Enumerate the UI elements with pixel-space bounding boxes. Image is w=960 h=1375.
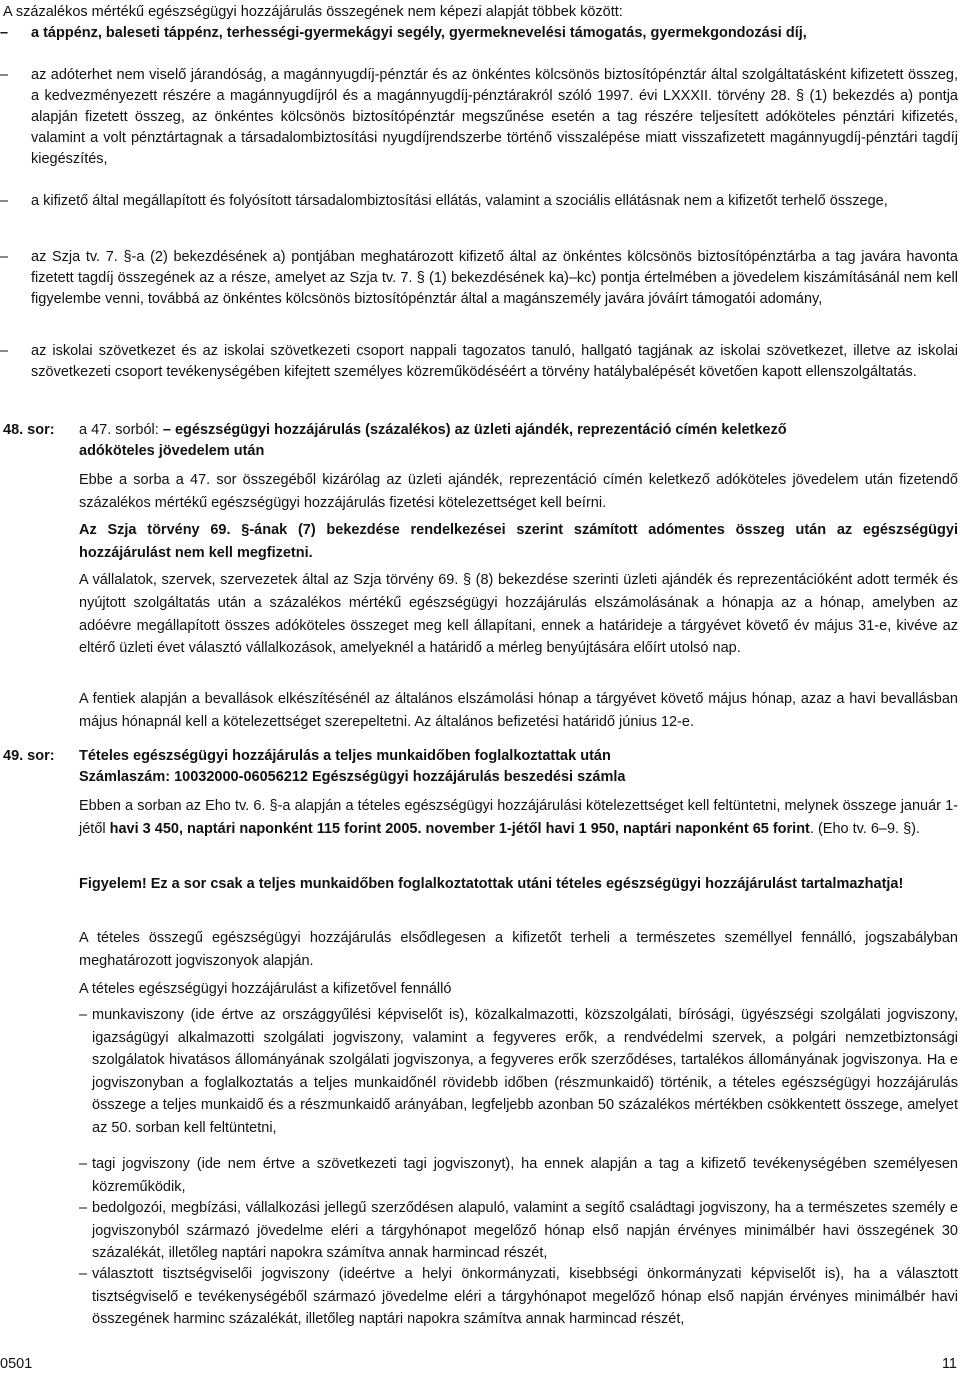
row-49-p1-a: Ebben a sorban az Eho tv. 6. §-a alapján a tételes egészségügyi hozzájárulási kötelezettséget kell feltüntetni, melynek összege január 1-jétől: [79, 798, 958, 837]
row-49-list-item: [79, 1197, 958, 1265]
exclusion-item: [0, 341, 958, 383]
exclusion-item: [0, 65, 958, 170]
exclusion-item-text: az adóterhet nem viselő járandóság, a magánnyugdíj-pénztár és az önkéntes kölcsönös biztosítópénztár által szolgáltatásként kifizetett összeg, a kedvezményezett részére a magánnyugdíjról és a magánnyugdíj-pénztárakról szóló 1997. évi LXXXII. törvény 28. § (1) bekezdés a) pontja alapján fizetett összeg, az önkéntes kölcsönös biztosítópénztár megszűnése esetén a tag részére teljesített adóköteles pénztári kifizetés, valamint a volt pénztártagnak a társadalombiztosítási nyugdíjrendszerbe történő visszalépése miatt visszafizetett magánnyugdíj-pénztári tagdíj kiegészítés,: [31, 67, 958, 167]
list-dash: –: [0, 25, 9, 41]
row-48-paragraph-1: Ebbe a sorba a 47. sor összegéből kizárólag az üzleti ajándék, reprezentáció címén keletkező adóköteles jövedelem után fizetendő százalékos mértékű egészségügyi hozzájárulás fizetési kötelezettséget kell beírni.: [79, 472, 958, 511]
footer-form-code: 0501: [0, 1356, 33, 1372]
row-49-paragraph-3: A tételes egészségügyi hozzájárulást a kifizetővel fennálló: [79, 981, 452, 997]
row-49-warning: Figyelem! Ez a sor csak a teljes munkaidőben foglalkoztatottak utáni tételes egészségügyi hozzájárulást tartalmazhatja!: [79, 876, 904, 892]
list-dash: –: [0, 193, 9, 209]
row-49-list-item-text: bedolgozói, megbízási, vállalkozási jellegű szerződésen alapuló, valamint a segítő családtagi jogviszony, ha a természetes személy e jogviszonyból származó jövedelme eléri a tárgyhónapot megelőző hónap első napján érvényes minimálbér havi összegének 30 százalékát, illetőleg naptári napokra számítva annak harmincad részét,: [92, 1200, 958, 1262]
list-dash: –: [0, 67, 9, 83]
row-48-heading: [79, 420, 958, 441]
row-48-prefix: a 47. sorból:: [79, 422, 159, 438]
row-49-label: 49. sor:: [3, 748, 55, 764]
row-49-list-item: [79, 1263, 958, 1331]
list-dash: –: [79, 1007, 88, 1023]
row-48-paragraph-4: A fentiek alapján a bevallások elkészítésénél az általános elszámolási hónap a tárgyévet követő május hónap, azaz a havi bevallásban május hónapnál kell a kötelezettséget szerepeltetni. Az általános befizetési határidő június 12-e.: [79, 691, 958, 730]
row-49-p1-c: . (Eho tv. 6–9. §).: [809, 820, 921, 837]
row-49-heading-line2: Számlaszám: 10032000-06056212 Egészségügyi hozzájárulás beszedési számla: [79, 769, 626, 785]
row-49-list-item-text: választott tisztségviselői jogviszony (ideértve a helyi önkormányzati, kisebbségi önkormányzati képviselőt is), ha a választott tisztségviselő e tevékenységéből származó jövedelme eléri a tárgyhónapot megelőző hónap első napján érvényes minimálbér havi összegének harminc százalékát, illetőleg naptári napokra számítva annak harmincad részét,: [92, 1266, 958, 1328]
row-49-heading-line1: Tételes egészségügyi hozzájárulás a teljes munkaidőben foglalkoztattak után: [79, 748, 611, 764]
row-48-heading-line1: egészségügyi hozzájárulás (százalékos) az üzleti ajándék, reprezentáció címén keletkező: [174, 422, 787, 438]
list-dash: –: [79, 1266, 88, 1282]
row-48-label: 48. sor:: [3, 422, 55, 438]
list-dash: –: [0, 343, 9, 359]
row-48-dash: –: [162, 422, 171, 438]
list-dash: –: [0, 249, 9, 265]
row-48-paragraph-2: Az Szja törvény 69. §-ának (7) bekezdése rendelkezései szerint számított adómentes összeg után az egészségügyi hozzájárulást nem kell megfizetni.: [79, 522, 958, 561]
list-dash: –: [79, 1156, 88, 1172]
intro-text: A százalékos mértékű egészségügyi hozzájárulás összegének nem képezi alapját többek között:: [3, 4, 623, 20]
row-49-list-item: [79, 1153, 958, 1198]
row-49-list-item-text: munkaviszony (ide értve az országgyűlési képviselőt is), közalkalmazotti, közszolgálati, bírósági, ügyészségi szolgálati jogviszony, igazságügyi alkalmazotti szolgálati jogviszony, valamint a fegyveres erők, a rendvédelmi szervek, a polgári nemzetbiztonsági szolgálatok hivatásos állományának szolgálati jogviszonya, a fegyveres erők szerződéses, tartalékos állományának jogviszonya. Ha e jogviszonyban a foglalkoztatás a teljes munkaidőnél rövidebb időben (részmunkaidő) történik, a tételes egészségügyi hozzájárulás összege a teljes munkaidő és a részmunkaidő arányában, legfeljebb azonban 50 százalékos mértékben csökkentett összege, amelyet az 50. sorban kell feltüntetni,: [92, 1007, 958, 1136]
exclusion-item-text: az Szja tv. 7. §-a (2) bekezdésének a) pontjában meghatározott kifizető által az önkéntes kölcsönös biztosítópénztárba a tag javára havonta fizetett tagdíj összegének az a része, amelyet az Szja tv. 7. § (1) bekezdésének ka)–kc) pontja értelmében a jövedelem kiszámításánál nem kell figyelembe venni, továbbá az önkéntes kölcsönös biztosítópénztár által a magánszemély javára jóváírt támogatói adomány,: [31, 249, 958, 307]
row-48-heading-line2: adóköteles jövedelem után: [79, 443, 265, 459]
row-49-list-item: [79, 1004, 958, 1140]
row-48-paragraph-3: A vállalatok, szervek, szervezetek által az Szja törvény 69. § (8) bekezdése szerinti üzleti ajándék és reprezentációként adott termék és nyújtott szolgáltatás után a százalékos mértékű egészségügyi hozzájárulás elszámolásának a hónapja az a hónap, amelyben az adóévre megállapított összes adóköteles összeget meg kell állapítani, ennek a határideje a tárgyévet követő év május 31-e, kivéve az eltérő üzleti évet választó vállalkozások, amelyeknél a határidő a mérleg benyújtására előírt utolsó nap.: [79, 572, 958, 657]
list-dash: –: [79, 1200, 88, 1216]
footer-page-number: 11: [941, 1356, 957, 1372]
exclusion-item-text: a kifizető által megállapított és folyósított társadalombiztosítási ellátás, valamint a szociális ellátásnak nem a kifizetőt terhelő összege,: [31, 193, 888, 209]
row-49-paragraph-1: [79, 795, 958, 840]
exclusion-item: [0, 191, 958, 212]
row-49-p1-b: havi 3 450, naptári naponként 115 forint 2005. november 1-jétől havi 1 950, naptári naponként 65 forint: [109, 820, 810, 837]
exclusion-item: [0, 23, 958, 44]
row-49-list-item-text: tagi jogviszony (ide nem értve a szövetkezeti tagi jogviszonyt), ha ennek alapján a tag a kifizető tevékenységében személyesen közreműködik,: [92, 1156, 958, 1195]
exclusion-item: [0, 247, 958, 310]
exclusion-item-text: az iskolai szövetkezet és az iskolai szövetkezeti csoport nappali tagozatos tanuló, hallgató tagjának az iskolai szövetkezet, illetve az iskolai szövetkezeti csoport tevékenységében kifejtett személyes közreműködéséért a törvény hatálybalépését követően kapott ellenszolgáltatás.: [31, 343, 958, 380]
exclusion-item-text: a táppénz, baleseti táppénz, terhességi-gyermekágyi segély, gyermeknevelési támogatás, gyermekgondozási díj,: [31, 25, 807, 41]
row-49-paragraph-2: A tételes összegű egészségügyi hozzájárulás elsődlegesen a kifizetőt terheli a természetes személlyel fennálló, jogszabályban meghatározott jogviszonyok alapján.: [79, 930, 958, 969]
